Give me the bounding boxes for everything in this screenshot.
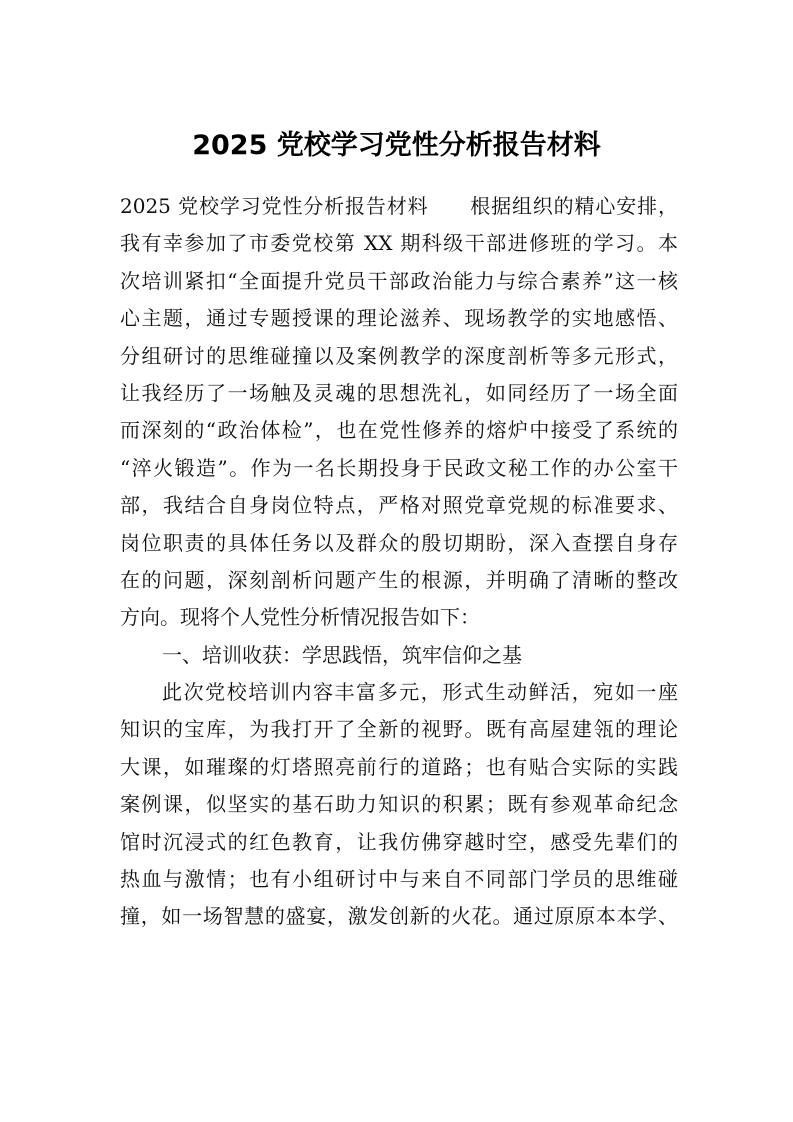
body-line: 热血与激情；也有小组研讨中与来自不同部门学员的思维碰 (120, 867, 678, 892)
body-line: 而深刻的“政治体检”，也在党性修养的熔炉中接受了系统的 (120, 418, 678, 443)
body-line: 知识的宝库，为我打开了全新的视野。既有高屋建瓴的理论 (120, 717, 678, 742)
body-line: 部，我结合自身岗位特点，严格对照党章党规的标准要求、 (120, 493, 678, 518)
body-line: 心主题，通过专题授课的理论滋养、现场教学的实地感悟、 (120, 306, 678, 331)
document-title: 2025 党校学习党性分析报告材料 (192, 130, 601, 161)
body-line: 方向。现将个人党性分析情况报告如下： (120, 605, 480, 630)
body-line: 让我经历了一场触及灵魂的思想洗礼，如同经历了一场全面 (120, 380, 678, 405)
body-line: “淬火锻造”。作为一名长期投身于民政文秘工作的办公室干 (120, 455, 678, 480)
body-line: 2025 党校学习党性分析报告材料 根据组织的精心安排， (120, 194, 678, 218)
body-line: 在的问题，深刻剖析问题产生的根源，并明确了清晰的整改 (120, 567, 678, 592)
body-line: 馆时沉浸式的红色教育，让我仿佛穿越时空，感受先辈们的 (120, 829, 678, 854)
body-line: 此次党校培训内容丰富多元，形式生动鲜活，宛如一座 (162, 680, 678, 705)
body-line: 大课，如璀璨的灯塔照亮前行的道路；也有贴合实际的实践 (120, 754, 678, 779)
body-line: 岗位职责的具体任务以及群众的殷切期盼，深入查摆自身存 (120, 530, 678, 555)
document-body (120, 188, 678, 936)
body-line: 我有幸参加了市委党校第 XX 期科级干部进修班的学习。本 (120, 231, 678, 256)
body-line: 撞，如一场智慧的盛宴，激发创新的火花。通过原原本本学、 (120, 904, 678, 929)
body-line: 案例课，似坚实的基石助力知识的积累；既有参观革命纪念 (120, 792, 678, 817)
body-line: 分组研讨的思维碰撞以及案例教学的深度剖析等多元形式， (120, 343, 678, 368)
section-heading: 一、培训收获：学思践悟，筑牢信仰之基 (162, 642, 522, 667)
body-line: 次培训紧扣“全面提升党员干部政治能力与综合素养”这一核 (120, 268, 678, 293)
